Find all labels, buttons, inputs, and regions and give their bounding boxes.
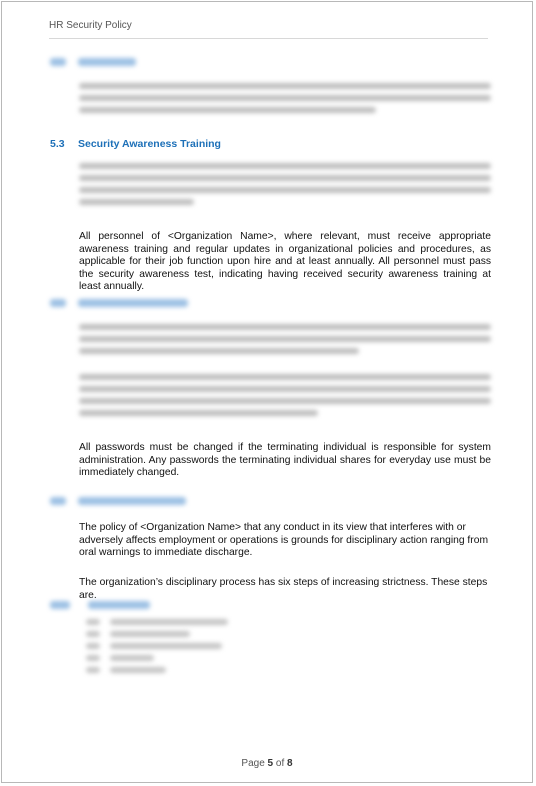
blurred-paragraph: [79, 374, 491, 422]
total-pages: 8: [287, 758, 293, 769]
page-footer: [2, 758, 532, 769]
section-title: Security Awareness Training: [78, 138, 221, 150]
section-number: 5.3: [50, 138, 65, 150]
blurred-section-heading: [50, 298, 188, 310]
awareness-training-paragraph: All personnel of <Organization Name>, where relevant, must receive appropriate awareness training and regular updates in organizational policies and procedures, as applicable for their job function upon hire and at least annually. All personnel must pass the security awareness test, indicating having received security awareness training at least annually.: [79, 231, 491, 293]
blurred-list: [86, 619, 286, 679]
header-title: HR Security Policy: [49, 20, 132, 31]
disciplinary-policy-paragraph: The policy of <Organization Name> that any conduct in its view that interferes with or adversely affects employment or operations is grounds for disciplinary action ranging from oral warnings to immediate discharge.: [79, 522, 489, 559]
blurred-paragraph: [79, 324, 491, 360]
disciplinary-steps-paragraph: The organization’s disciplinary process has six steps of increasing strictness. These steps are.: [79, 577, 488, 601]
blurred-section-heading: [50, 57, 136, 69]
passwords-paragraph: All passwords must be changed if the terminating individual is responsible for system administration. Any passwords the terminating individual shares for everyday use must be immediately changed.: [79, 442, 491, 479]
blurred-subsection-heading: [50, 600, 150, 612]
blurred-paragraph: [79, 83, 491, 119]
page-of-label: of: [273, 758, 288, 769]
blurred-section-heading: [50, 496, 186, 508]
current-page: 5: [267, 758, 274, 769]
document-page: [1, 1, 533, 783]
blurred-paragraph: [79, 163, 491, 211]
section-heading-5-3: [50, 138, 221, 150]
header-divider: [49, 38, 488, 39]
page-label: Page: [241, 758, 268, 769]
